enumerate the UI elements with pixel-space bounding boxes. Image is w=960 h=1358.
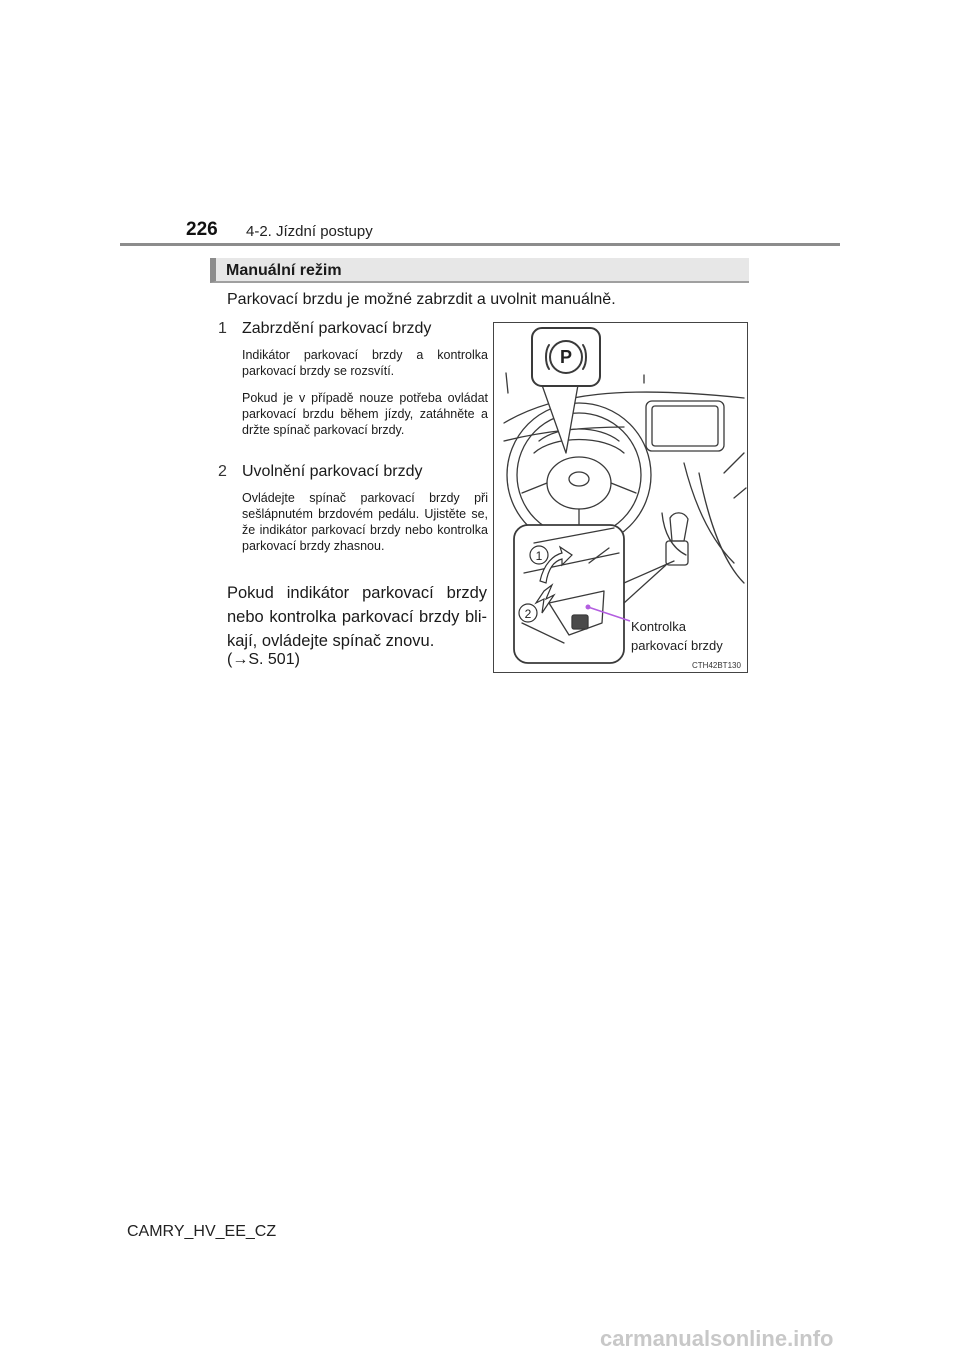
- subheading: Manuální režim: [226, 262, 342, 279]
- section-title: 4-2. Jízdní postupy: [246, 223, 373, 240]
- step-title-2: Uvolnění parkovací brzdy: [242, 463, 423, 480]
- indicator-label-line2: parkovací brzdy: [631, 638, 723, 653]
- closing-text: Pokud indikátor parkovací brzdy nebo kontrolka parkovací brzdy bli-kají, ovládejte spínač znovu.: [227, 584, 487, 650]
- callout-2: 2: [524, 607, 532, 621]
- document-id: CAMRY_HV_EE_CZ: [127, 1223, 277, 1240]
- page-number: 226: [186, 219, 218, 240]
- figure-illustration: [494, 323, 749, 674]
- header-rule: [120, 243, 840, 246]
- watermark: carmanualsonline.info: [600, 1326, 834, 1351]
- step-number-1: 1: [218, 320, 227, 337]
- p-indicator-symbol: P: [559, 347, 573, 367]
- intro-text: Parkovací brzdu je možné zabrzdit a uvolnit manuálně.: [227, 291, 616, 308]
- indicator-label-line1: Kontrolka: [631, 619, 686, 634]
- parking-brake-figure: [493, 322, 748, 673]
- indicator-dot: [586, 605, 591, 610]
- step-2-note-1: Ovládejte spínač parkovací brzdy při sešlápnutém brzdovém pedálu. Ujistěte se, že indikátor parkovací brzdy nebo kontrolka parkovací brzdy zhasnou.: [242, 491, 488, 553]
- step-title-1: Zabrzdění parkovací brzdy: [242, 320, 432, 337]
- callout-1: 1: [535, 549, 543, 563]
- page-reference[interactable]: (→S. 501): [227, 651, 300, 668]
- step-number-2: 2: [218, 463, 227, 480]
- step-1-note-2: Pokud je v případě nouze potřeba ovládat parkovací brzdu během jízdy, zatáhněte a držte spínač parkovací brzdy.: [242, 391, 488, 437]
- step-1-note-1: Indikátor parkovací brzdy a kontrolka parkovací brzdy se rozsvítí.: [242, 348, 488, 378]
- figure-code: CTH42BT130: [692, 661, 741, 670]
